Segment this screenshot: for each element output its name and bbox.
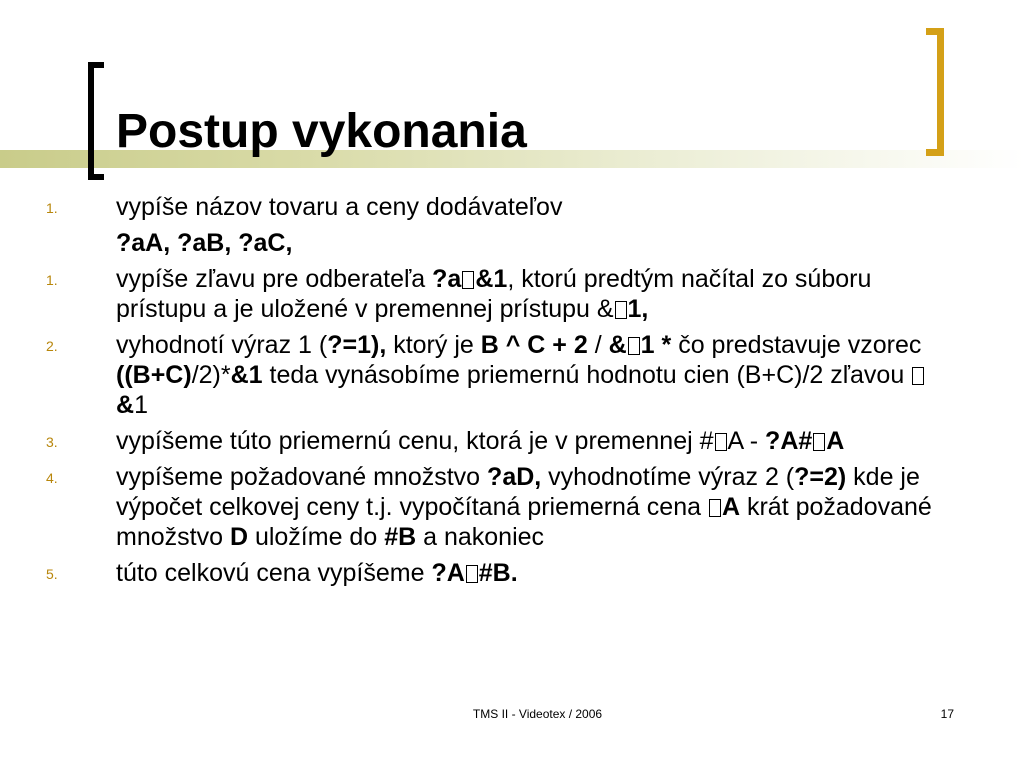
list-number: 2. <box>46 338 58 354</box>
list-item <box>0 558 1024 588</box>
item-text: krát požadované množstvo <box>116 493 932 551</box>
list-item <box>0 330 1024 420</box>
item-bold: B ^ C + 2 <box>480 331 588 359</box>
item-text: teda vynásobíme priemernú hodnotu cien (B+C)/2 zľavou <box>262 361 912 389</box>
item-bold: & <box>608 331 627 359</box>
item-bold: ?=1), <box>327 331 387 359</box>
list-item <box>0 462 1024 552</box>
item-text: kde je výpočet celkovej ceny t.j. vypočítaná priemerná cena <box>116 463 920 521</box>
footer-caption: TMS II - Videotex / 2006 <box>472 707 603 721</box>
missing-glyph-box <box>615 301 627 319</box>
list-number: 1. <box>46 272 58 288</box>
list-item <box>0 426 1024 456</box>
item-text: / <box>587 331 609 359</box>
item-text: vypíšeme túto priemernú cenu, ktorá je v premennej # <box>116 427 714 455</box>
item-bold: & <box>116 391 135 419</box>
missing-glyph-box <box>628 337 640 355</box>
missing-glyph-box <box>462 271 474 289</box>
list-item <box>0 192 1024 222</box>
slide-title: Postup vykonania <box>116 105 527 158</box>
item-bold: &1 <box>230 361 263 389</box>
item-bold: 1, <box>627 295 649 323</box>
item-text: /2)* <box>191 361 231 389</box>
missing-glyph-box <box>709 499 721 517</box>
missing-glyph-box <box>813 433 825 451</box>
item-text: vypíše zľavu pre odberateľa <box>116 265 433 293</box>
item-text: čo predstavuje vzorec <box>671 331 922 359</box>
item-text: ktorý je <box>386 331 481 359</box>
item-text: A - <box>727 427 766 455</box>
missing-glyph-box <box>912 367 924 385</box>
item-text: vyhodnotí výraz 1 ( <box>116 331 328 359</box>
list-item <box>0 264 1024 324</box>
item-text: , ktorú predtým načítal zo súboru prístupu a je uložené v premennej prístupu & <box>116 265 872 323</box>
item-text: túto celkovú cena vypíšeme <box>116 559 432 587</box>
item-bold: D <box>229 523 248 551</box>
list-number: 1. <box>46 200 58 216</box>
sub-line: ?aA, ?aB, ?aC, <box>116 229 293 257</box>
missing-glyph-box <box>466 565 478 583</box>
item-bold: &1 <box>475 265 508 293</box>
list-number: 5. <box>46 566 58 582</box>
item-bold: A <box>721 493 741 521</box>
page-number: 17 <box>940 707 954 721</box>
item-bold: ?=2) <box>794 463 847 491</box>
item-bold: ((B+C) <box>116 361 192 389</box>
missing-glyph-box <box>715 433 727 451</box>
item-text: uložíme do <box>248 523 385 551</box>
left-bracket-decoration <box>88 62 104 180</box>
item-bold: #B. <box>478 559 518 587</box>
item-bold: ?A <box>431 559 465 587</box>
item-bold: ?a <box>432 265 462 293</box>
item-bold: ?aD, <box>487 463 542 491</box>
item-text: a nakoniec <box>416 523 545 551</box>
right-bracket-decoration <box>926 28 944 156</box>
list-number: 3. <box>46 434 58 450</box>
item-text: vyhodnotíme výraz 2 ( <box>541 463 795 491</box>
item-text: vypíše názov tovaru a ceny dodávateľov <box>116 193 563 221</box>
item-bold: #B <box>384 523 417 551</box>
item-text: 1 <box>134 391 148 419</box>
slide-footer <box>0 706 1024 722</box>
list-number: 4. <box>46 470 58 486</box>
item-bold: 1 * <box>640 331 672 359</box>
slide-content <box>0 192 1024 594</box>
item-text: vypíšeme požadované množstvo <box>116 463 488 491</box>
item-bold: A <box>826 427 845 455</box>
item-bold: ?A# <box>765 427 813 455</box>
